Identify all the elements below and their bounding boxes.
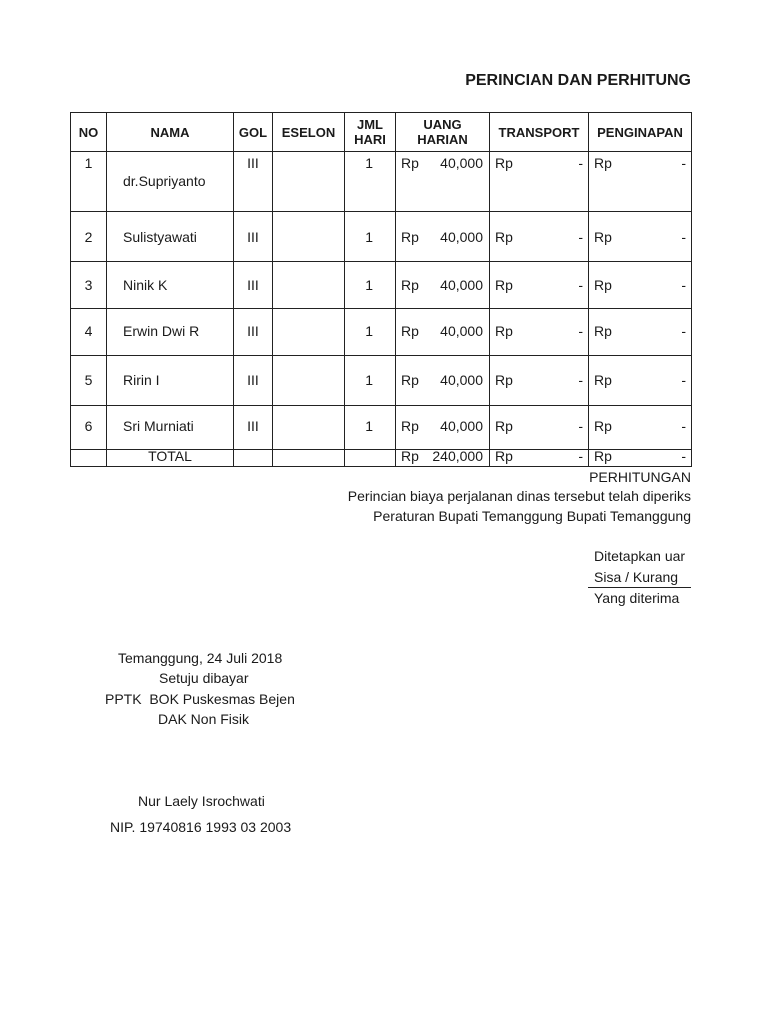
total-penginapan-value: - [681, 448, 686, 464]
cell-nama-text: dr.Supriyanto [123, 173, 206, 189]
cell-gol-text: III [247, 155, 259, 171]
signature-program: DAK Non Fisik [158, 711, 250, 727]
table-row [71, 406, 692, 450]
uang-value: 40,000 [440, 323, 483, 339]
cell-transport [490, 152, 589, 212]
cell-nama [107, 309, 234, 356]
cell-nama-text: Erwin Dwi R [123, 323, 200, 339]
cell-jml-hari-text: 1 [365, 155, 373, 171]
header-jml-hari [345, 113, 396, 152]
uang-value: 40,000 [440, 229, 483, 245]
cell-jml-hari [345, 262, 396, 309]
header-harian: HARIAN [417, 132, 468, 147]
transport-rp-label: Rp [495, 418, 513, 434]
transport-rp-label: Rp [495, 372, 513, 388]
total-label: TOTAL [148, 448, 192, 464]
total-uang-rp: Rp [401, 448, 419, 464]
cell-no-text: 6 [84, 418, 93, 434]
cell-nama-text: Sulistyawati [123, 229, 197, 245]
cell-nama-text: Sri Murniati [123, 418, 194, 434]
expense-table [70, 112, 692, 467]
cell-gol-text: III [247, 323, 259, 339]
cell-eselon-text [273, 356, 344, 372]
cell-gol [234, 152, 273, 212]
total-row [71, 450, 692, 467]
cell-no [71, 152, 107, 212]
uang-rp-label: Rp [401, 155, 419, 171]
uang-value: 40,000 [440, 372, 483, 388]
penginapan-value: - [681, 323, 686, 339]
cell-jml-hari [345, 406, 396, 450]
cell-penginapan [589, 309, 692, 356]
penginapan-rp-label: Rp [594, 372, 612, 388]
sisa-kurang-label: Sisa / Kurang [594, 569, 679, 585]
cell-uang-harian [396, 152, 490, 212]
cell-no-text: 4 [84, 323, 93, 339]
transport-rp-label: Rp [495, 229, 513, 245]
cell-penginapan [589, 356, 692, 406]
cell-eselon-text [273, 212, 344, 229]
cell-eselon [273, 406, 345, 450]
header-penginapan: PENGINAPAN [589, 113, 692, 152]
cell-no-text: 2 [84, 229, 93, 245]
cell-nama-text: Ririn I [123, 372, 160, 388]
cell-jml-hari-text: 1 [365, 229, 373, 245]
yang-diterima-label: Yang diterima [594, 590, 680, 606]
cell-no-text: 1 [84, 155, 93, 171]
transport-rp-label: Rp [495, 155, 513, 171]
penginapan-value: - [681, 155, 686, 171]
cell-transport [490, 406, 589, 450]
cell-gol-text: III [247, 372, 259, 388]
cell-nama [107, 262, 234, 309]
cell-eselon-text [273, 406, 344, 418]
header-eselon: ESELON [273, 113, 345, 152]
cell-eselon [273, 309, 345, 356]
cell-uang-harian [396, 309, 490, 356]
cell-uang-harian [396, 406, 490, 450]
cell-gol [234, 309, 273, 356]
cell-penginapan [589, 152, 692, 212]
perhitungan-line-2: Peraturan Bupati Temanggung Bupati Temanggung [373, 508, 691, 524]
cell-jml-hari-text: 1 [365, 372, 373, 388]
table-header-row [71, 113, 692, 152]
cell-jml-hari-text: 1 [365, 277, 373, 293]
ditetapkan-label: Ditetapkan uar [594, 548, 686, 564]
cell-eselon [273, 152, 345, 212]
cell-gol [234, 356, 273, 406]
cell-transport [490, 212, 589, 262]
total-label-cell [107, 450, 234, 467]
penginapan-value: - [681, 277, 686, 293]
cell-gol-text: III [247, 418, 259, 434]
penginapan-rp-label: Rp [594, 277, 612, 293]
uang-value: 40,000 [440, 155, 483, 171]
cell-jml-hari [345, 212, 396, 262]
cell-nama-text: Ninik K [123, 277, 168, 293]
cell-nama [107, 152, 234, 212]
total-transport-value: - [578, 448, 583, 464]
penginapan-rp-label: Rp [594, 155, 612, 171]
uang-rp-label: Rp [401, 418, 419, 434]
cell-no [71, 262, 107, 309]
cell-nama [107, 212, 234, 262]
cell-uang-harian [396, 262, 490, 309]
transport-value: - [578, 418, 583, 434]
penginapan-value: - [681, 372, 686, 388]
cell-penginapan [589, 406, 692, 450]
cell-no-text: 5 [84, 372, 93, 388]
total-jml-cell [345, 450, 396, 467]
perhitungan-line-1: Perincian biaya perjalanan dinas tersebut telah diperiks [347, 488, 691, 504]
uang-rp-label: Rp [401, 229, 419, 245]
cell-gol [234, 406, 273, 450]
signature-role: PPTK BOK Puskesmas Bejen [105, 691, 295, 707]
total-uang-cell [396, 450, 490, 467]
transport-rp-label: Rp [495, 277, 513, 293]
document-title: PERINCIAN DAN PERHITUNG [465, 72, 691, 89]
header-no: NO [71, 113, 107, 152]
signature-place-date: Temanggung, 24 Juli 2018 [118, 650, 283, 666]
transport-value: - [578, 155, 583, 171]
cell-jml-hari-text: 1 [365, 323, 373, 339]
table-row [71, 309, 692, 356]
cell-gol-text: III [247, 277, 259, 293]
table-row [71, 262, 692, 309]
uang-rp-label: Rp [401, 323, 419, 339]
cell-jml-hari-text: 1 [365, 418, 373, 434]
uang-rp-label: Rp [401, 277, 419, 293]
total-eselon-cell [273, 450, 345, 467]
header-uang-harian [396, 113, 490, 152]
cell-eselon [273, 262, 345, 309]
cell-penginapan [589, 262, 692, 309]
sisa-underline [588, 587, 691, 588]
header-transport: TRANSPORT [490, 113, 589, 152]
transport-value: - [578, 323, 583, 339]
cell-gol-text: III [247, 229, 259, 245]
cell-transport [490, 356, 589, 406]
cell-penginapan [589, 212, 692, 262]
cell-no-text: 3 [84, 277, 93, 293]
cell-jml-hari [345, 356, 396, 406]
signature-approval: Setuju dibayar [159, 670, 249, 686]
signature-nip: NIP. 19740816 1993 03 2003 [110, 819, 292, 835]
cell-no [71, 309, 107, 356]
cell-uang-harian [396, 212, 490, 262]
uang-rp-label: Rp [401, 372, 419, 388]
table-row [71, 152, 692, 212]
header-nama: NAMA [107, 113, 234, 152]
total-uang-value: 240,000 [432, 448, 483, 464]
header-gol: GOL [234, 113, 273, 152]
cell-nama [107, 356, 234, 406]
header-hari: HARI [354, 132, 386, 147]
cell-jml-hari [345, 309, 396, 356]
total-penginapan-rp: Rp [594, 448, 612, 464]
transport-value: - [578, 372, 583, 388]
penginapan-value: - [681, 418, 686, 434]
penginapan-value: - [681, 229, 686, 245]
cell-eselon [273, 356, 345, 406]
total-transport-cell [490, 450, 589, 467]
cell-eselon [273, 212, 345, 262]
cell-no [71, 356, 107, 406]
cell-eselon-text [273, 152, 344, 155]
penginapan-rp-label: Rp [594, 229, 612, 245]
perhitungan-heading: PERHITUNGAN [589, 469, 691, 485]
cell-transport [490, 309, 589, 356]
cell-gol [234, 262, 273, 309]
total-no-cell [71, 450, 107, 467]
header-jml: JML [357, 117, 383, 132]
cell-gol [234, 212, 273, 262]
cell-uang-harian [396, 356, 490, 406]
penginapan-rp-label: Rp [594, 323, 612, 339]
cell-nama [107, 406, 234, 450]
uang-value: 40,000 [440, 277, 483, 293]
transport-rp-label: Rp [495, 323, 513, 339]
cell-eselon-text [273, 309, 344, 323]
transport-value: - [578, 277, 583, 293]
total-gol-cell [234, 450, 273, 467]
transport-value: - [578, 229, 583, 245]
total-penginapan-cell [589, 450, 692, 467]
cell-jml-hari [345, 152, 396, 212]
penginapan-rp-label: Rp [594, 418, 612, 434]
cell-eselon-text [273, 262, 344, 277]
header-uang: UANG [423, 117, 462, 132]
table-row [71, 212, 692, 262]
signature-name: Nur Laely Isrochwati [138, 793, 265, 809]
cell-no [71, 406, 107, 450]
cell-no [71, 212, 107, 262]
cell-transport [490, 262, 589, 309]
total-transport-rp: Rp [495, 448, 513, 464]
uang-value: 40,000 [440, 418, 483, 434]
table-row [71, 356, 692, 406]
